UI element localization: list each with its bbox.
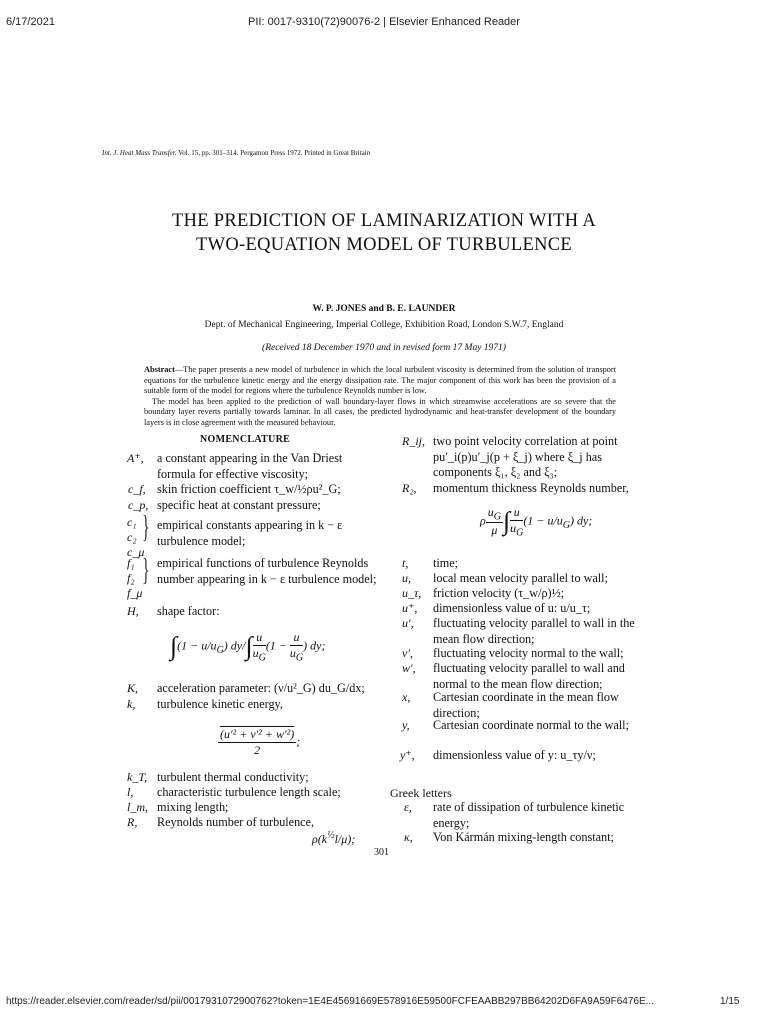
nom-definition: turbulence kinetic energy, (157, 697, 283, 711)
nom-symbol: w′, (402, 661, 416, 675)
nom-symbol: R₂, (402, 481, 417, 495)
nom-symbol: u, (402, 571, 411, 585)
nom-symbol: A⁺, (127, 451, 144, 465)
nom-definition: fluctuating velocity parallel to wall in the mean flow direction; (433, 616, 635, 646)
nom-definition: friction velocity (τ_w/ρ)½; (433, 586, 565, 600)
nom-definition: acceleration parameter: (ν/u²_G) du_G/dx; (157, 681, 365, 695)
nom-symbol: H, (127, 604, 139, 618)
nom-definition: two point velocity correlation at point pu′_i(p)u′_j(p + ξ_j) where ξ_j has components ξ₁, ξ₂ and ξ₃; (433, 434, 618, 479)
nom-symbol: R_ij, (402, 434, 425, 448)
paper-title-line-2: TWO-EQUATION MODEL OF TURBULENCE (196, 235, 572, 255)
nom-symbol: k_T, (127, 770, 148, 784)
page-number: 301 (374, 847, 389, 858)
shape-factor-equation: $\int(1 - u/u_G)$ dy/∫ $\frac{u}{u_G}$ (1 − $\frac{u}{u_G}$ ) dy; (170, 630, 326, 664)
nom-definition: specific heat at constant pressure; (157, 498, 321, 512)
journal-details: Vol. 15, pp. 301–314. Pergamon Press 1972. Printed in Great Britain (178, 149, 371, 157)
brace-icon: } (142, 551, 150, 587)
nom-symbol: l_m, (127, 800, 148, 814)
nom-symbol: u_τ, (402, 586, 422, 600)
nom-definition: skin friction coefficient τ_w/½ρu²_G; (157, 482, 341, 496)
nom-symbol: K, (127, 681, 139, 695)
greek-definition: rate of dissipation of turbulence kinetic energy; (433, 800, 625, 830)
received-dates: (Received 18 December 1970 and in revised form 17 May 1971) (262, 343, 506, 353)
nom-definition: shape factor: (157, 604, 220, 618)
nom-definition: empirical functions of turbulence Reynolds number appearing in k − ε turbulence model; (157, 556, 377, 586)
print-url: https://reader.elsevier.com/reader/sd/pii/0017931072900762?token=1E4E45691669E578916E59500FCFEAABB297BB64202D6FA9A59F6476E... (6, 996, 654, 1007)
nom-symbol: x, (402, 690, 411, 704)
print-date: 6/17/2021 (6, 16, 55, 28)
nom-symbol: l, (127, 785, 134, 799)
reynolds-equation: $\rho(k^{\frac{1}{2}}l/\mu)$; (312, 830, 356, 846)
greek-symbol: κ, (404, 830, 413, 844)
nom-symbol: u⁺, (402, 601, 418, 615)
nom-symbol: c_f, (128, 482, 146, 496)
journal-name: Int. J. Heat Mass Transfer. (102, 149, 177, 157)
nom-symbol: y⁺, (400, 748, 415, 762)
momentum-thickness-equation: ρ $\frac{u_G}{\mu}$ ∫ $\frac{u}{u_G}$ $(1 - u/u_G)$ dy; (480, 505, 593, 539)
affiliation: Dept. of Mechanical Engineering, Imperial College, Exhibition Road, London S.W.7, England (204, 320, 564, 330)
nom-symbol-group: c₁ c₂ c_μ (127, 515, 145, 559)
kinetic-energy-equation: $\frac{\text{(u′² + v′² + w′²)}}{2}$ ; (220, 727, 301, 757)
nom-definition: turbulent thermal conductivity; (157, 770, 309, 784)
nom-definition: Reynolds number of turbulence, (157, 815, 315, 829)
nom-definition: fluctuating velocity parallel to wall and normal to the mean flow direction; (433, 661, 625, 691)
abstract (144, 365, 616, 428)
nom-definition: a constant appearing in the Van Driest formula for effective viscosity; (157, 451, 343, 481)
nom-definition: momentum thickness Reynolds number, (433, 481, 629, 495)
nom-definition: time; (433, 556, 459, 570)
greek-symbol: ε, (404, 800, 412, 814)
journal-citation (102, 149, 370, 157)
nom-symbol: v′, (402, 646, 413, 660)
nom-symbol: k, (127, 697, 136, 711)
nomenclature-heading: NOMENCLATURE (200, 434, 291, 445)
abstract-paragraph-2: The model has been applied to the prediction of wall boundary-layer flows in which streamwise accelerations are so severe that the boundary layer reverts partially towards laminar. In all cases, the predicted hydrodynamic and heat-transfer development of the boundary layers is in close agreement with the measured behaviour. (144, 396, 616, 427)
nom-definition: dimensionless value of y: u_τy/ν; (433, 748, 596, 762)
nom-definition: local mean velocity parallel to wall; (433, 571, 608, 585)
nom-definition: Cartesian coordinate in the mean flow direction; (433, 690, 619, 720)
authors: W. P. JONES and B. E. LAUNDER (312, 304, 456, 314)
abstract-paragraph-1: Abstract—The paper presents a new model of turbulence in which the local turbulent viscosity is determined from the solution of transport equations for the turbulence kinetic energy and the energy dissipation rate. The major component of this work has been the provision of a suitable form of the model for regions where the turbulence Reynolds number is low. (144, 365, 616, 395)
abstract-label: Abstract (144, 365, 175, 374)
nom-definition: characteristic turbulence length scale; (157, 785, 341, 799)
nom-symbol: u′, (402, 616, 414, 630)
nom-definition: mixing length; (157, 800, 229, 814)
nom-definition: fluctuating velocity normal to the wall; (433, 646, 624, 660)
paper-title-line-1: THE PREDICTION OF LAMINARIZATION WITH A (172, 211, 596, 231)
brace-icon: } (142, 508, 150, 544)
print-page-count: 1/15 (720, 996, 740, 1007)
greek-definition: Von Kármán mixing-length constant; (433, 830, 614, 844)
nom-definition: Cartesian coordinate normal to the wall; (433, 718, 629, 732)
nom-symbol: c_p, (128, 498, 149, 512)
nom-definition: dimensionless value of u: u/u_τ; (433, 601, 591, 615)
nom-symbol: R, (127, 815, 138, 829)
nom-symbol-group: f₁ f₂ f_μ (127, 556, 143, 600)
nom-symbol: y, (402, 718, 410, 732)
nom-definition: empirical constants appearing in k − ε turbulence model; (157, 518, 343, 548)
print-page-title: PII: 0017-9310(72)90076-2 | Elsevier Enhanced Reader (248, 16, 520, 28)
nom-symbol: t, (402, 556, 409, 570)
greek-letters-heading: Greek letters (390, 786, 452, 800)
